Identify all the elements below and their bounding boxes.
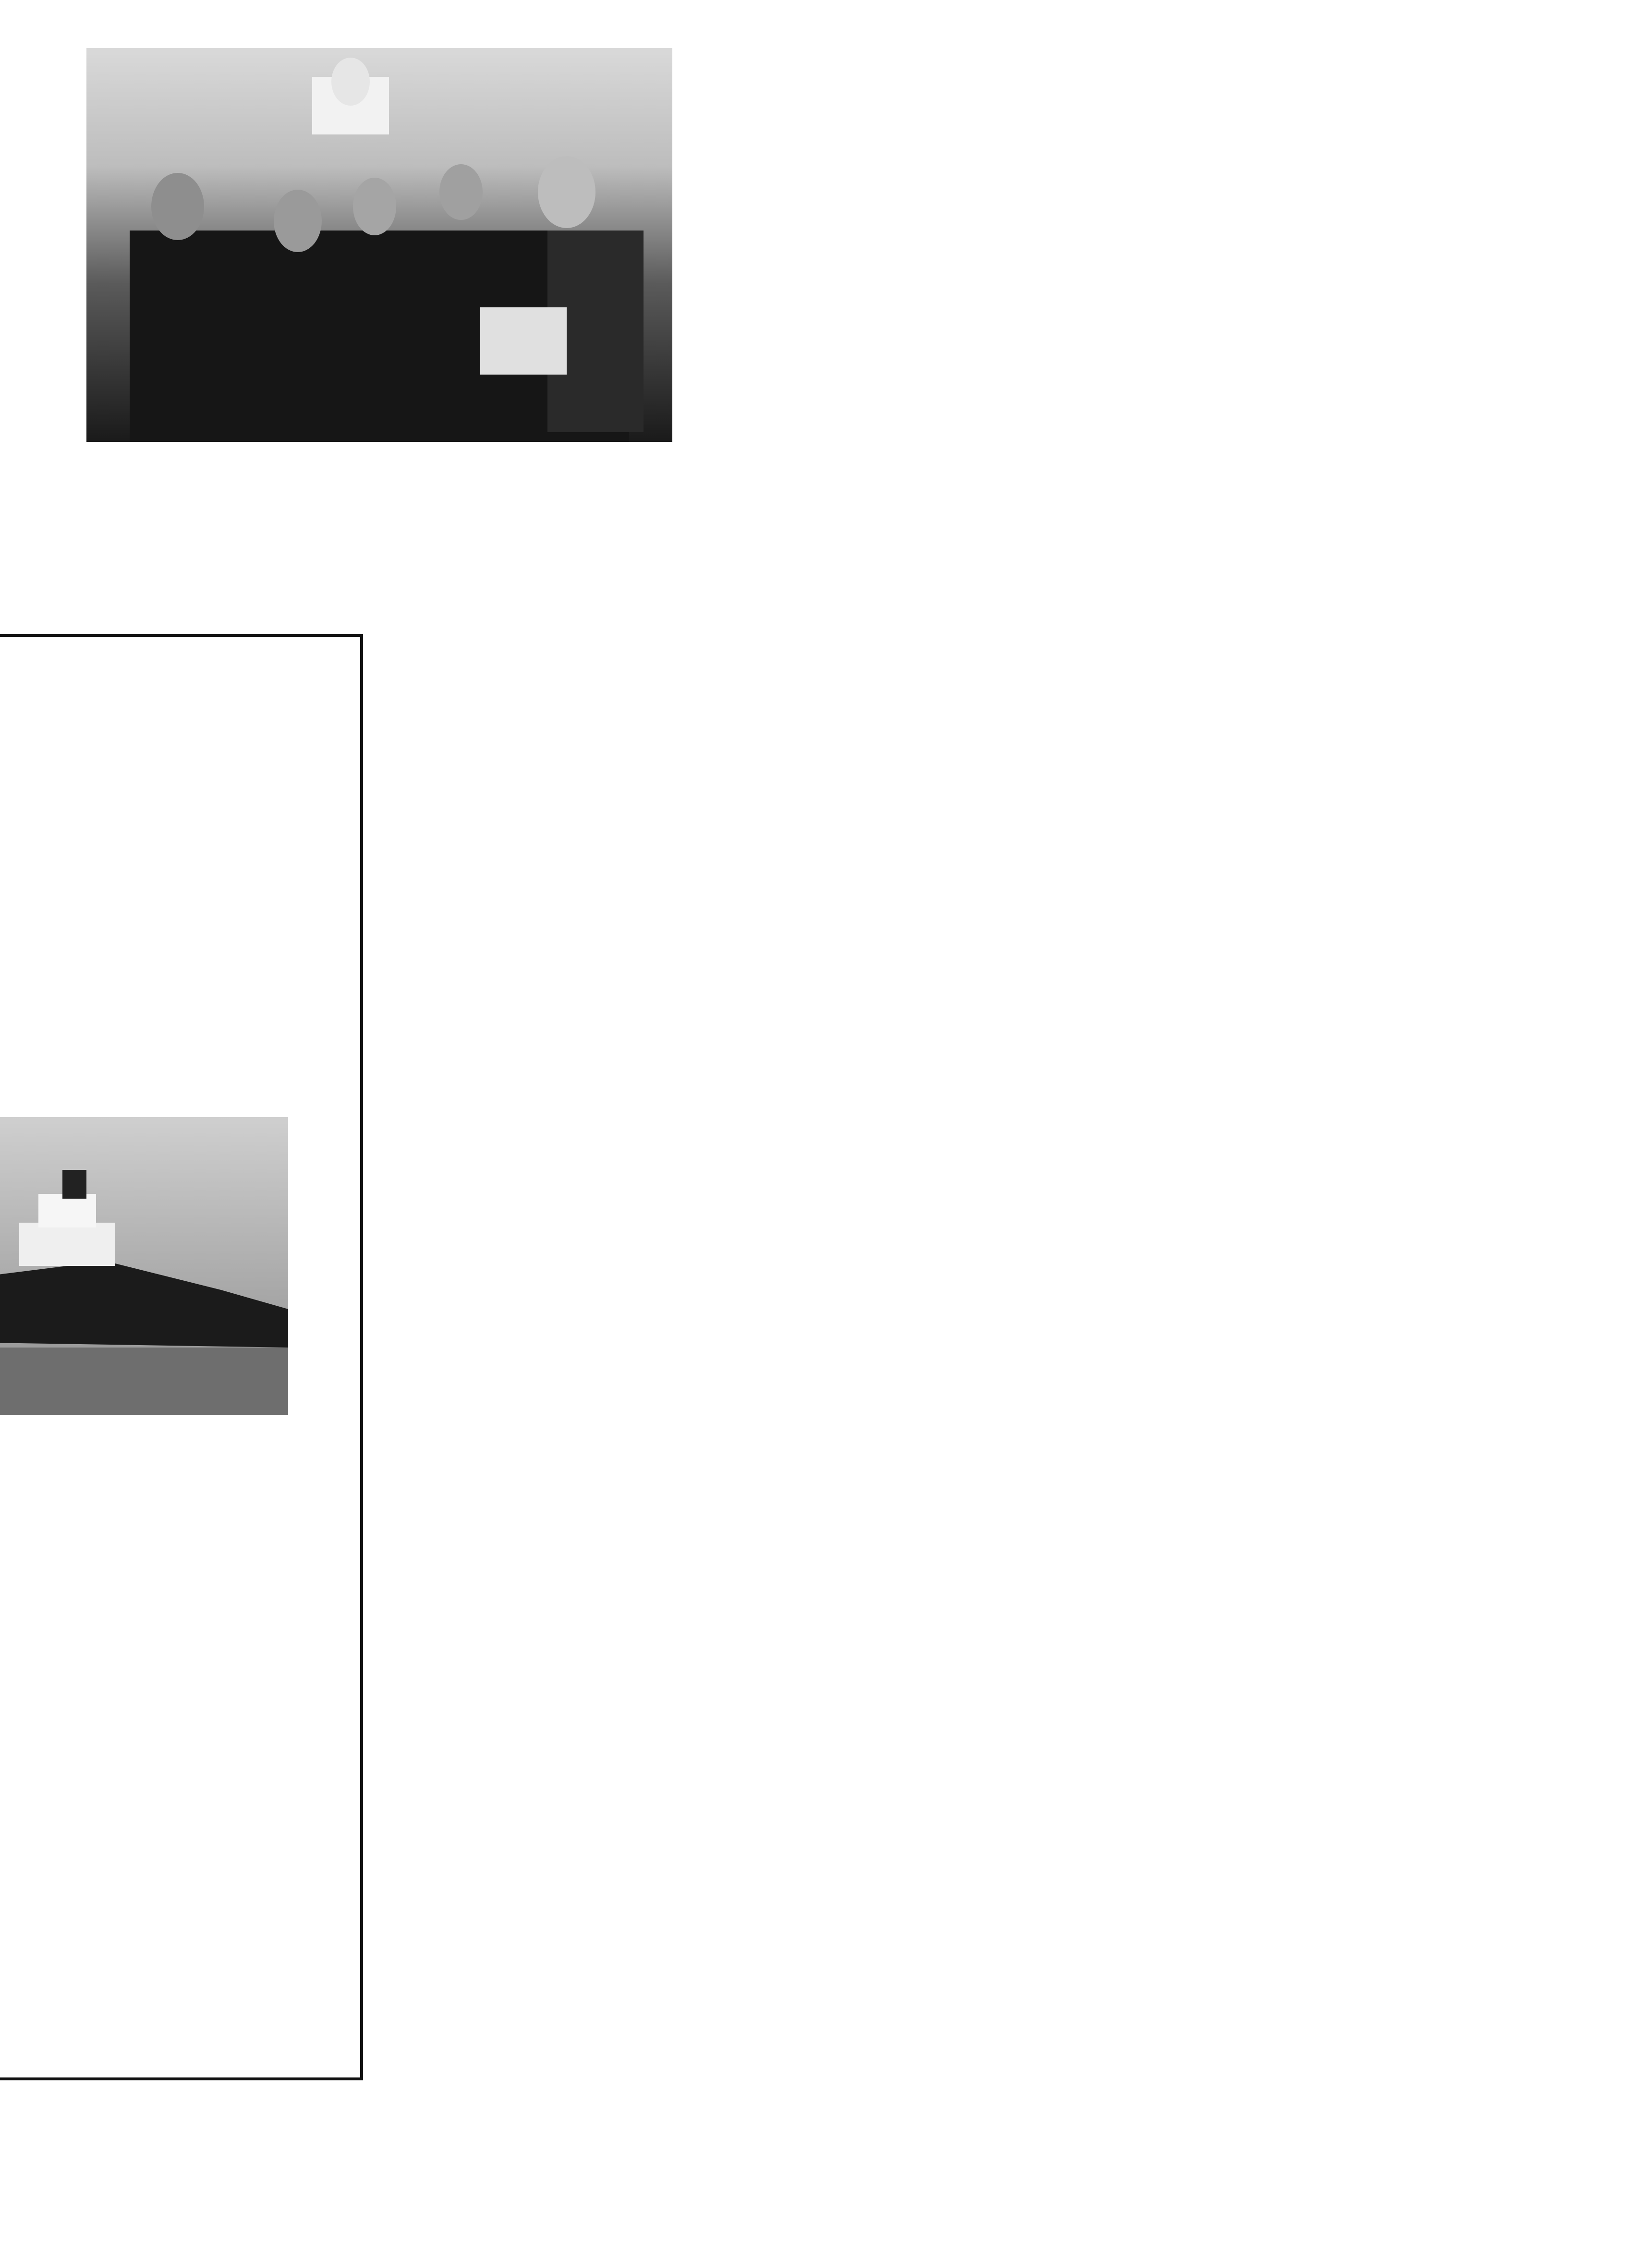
- ship-illustration: [0, 1117, 288, 1415]
- left-strip: [0, 48, 53, 682]
- ceremony-photo-art: [86, 48, 672, 442]
- ceremony-photo: [86, 48, 672, 442]
- cruise-ad: [0, 634, 363, 2080]
